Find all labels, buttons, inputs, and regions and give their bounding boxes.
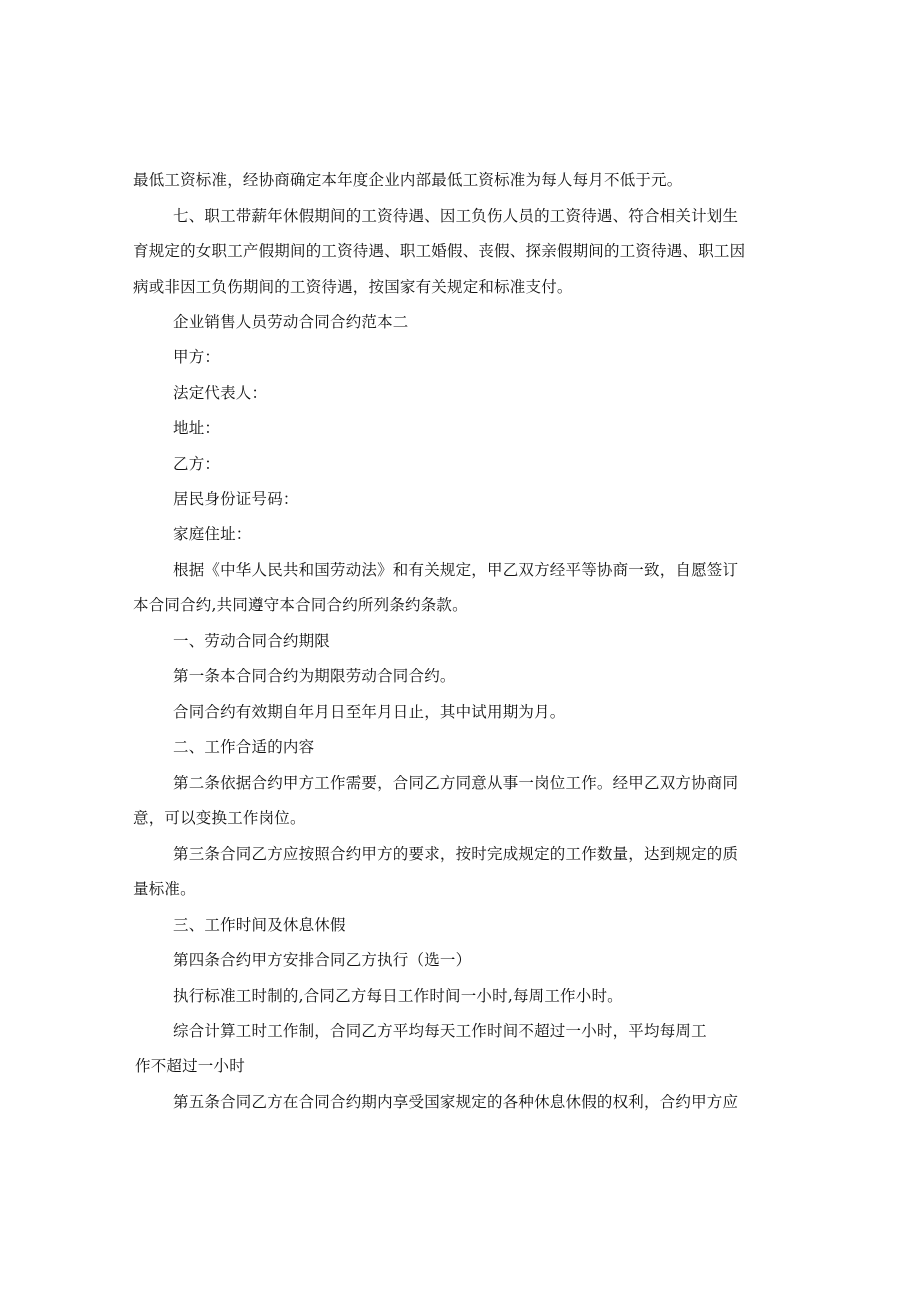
paragraph-line: 执行标准工时制的,合同乙方每日工作时间一小时,每周工作小时。	[173, 987, 623, 1005]
home-address-label: 家庭住址：	[173, 525, 252, 543]
paragraph-line: 病或非因工负伤期间的工资待遇，按国家有关规定和标准支付。	[133, 278, 573, 296]
paragraph-line: 第一条本合同合约为期限劳动合同合约。	[173, 667, 456, 685]
section-heading: 二、工作合适的内容	[173, 738, 315, 756]
paragraph-line: 第二条依据合约甲方工作需要，合同乙方同意从事一岗位工作。经甲乙双方协商同	[173, 774, 739, 792]
paragraph-line: 量标准。	[133, 880, 196, 898]
section-heading: 三、工作时间及休息休假	[173, 916, 346, 934]
paragraph-line: 七、职工带薪年休假期间的工资待遇、因工负伤人员的工资待遇、符合相关计划生	[173, 207, 739, 225]
paragraph-line: 第五条合同乙方在合同合约期内享受国家规定的各种休息休假的权利，合约甲方应	[173, 1093, 739, 1111]
party-a-label: 甲方：	[173, 348, 221, 366]
paragraph-line: 意，可以变换工作岗位。	[133, 809, 306, 827]
paragraph-line: 最低工资标准，经协商确定本年度企业内部最低工资标准为每人每月不低于元。	[133, 171, 683, 189]
paragraph-line: 本合同合约,共同遵守本合同合约所列条约条款。	[133, 596, 468, 614]
paragraph-line: 第四条合约甲方安排合同乙方执行（选一）	[173, 951, 472, 969]
paragraph-line: 合同合约有效期自年月日至年月日止，其中试用期为月。	[173, 703, 566, 721]
id-number-label: 居民身份证号码：	[173, 490, 299, 508]
address-label: 地址：	[173, 419, 221, 437]
section-title: 企业销售人员劳动合同合约范本二	[173, 313, 409, 331]
section-heading: 一、劳动合同合约期限	[173, 632, 331, 650]
party-b-label: 乙方：	[173, 455, 221, 473]
paragraph-line: 育规定的女职工产假期间的工资待遇、职工婚假、丧假、探亲假期间的工资待遇、职工因	[133, 242, 746, 260]
legal-representative-label: 法定代表人：	[173, 384, 268, 402]
paragraph-line: 综合计算工时工作制，合同乙方平均每天工作时间不超过一小时，平均每周工	[173, 1022, 707, 1040]
paragraph-line: 根据《中华人民共和国劳动法》和有关规定，甲乙双方经平等协商一致，自愿签订	[173, 561, 739, 579]
paragraph-line: 作不超过一小时	[135, 1057, 245, 1075]
paragraph-line: 第三条合同乙方应按照合约甲方的要求，按时完成规定的工作数量，达到规定的质	[173, 845, 739, 863]
